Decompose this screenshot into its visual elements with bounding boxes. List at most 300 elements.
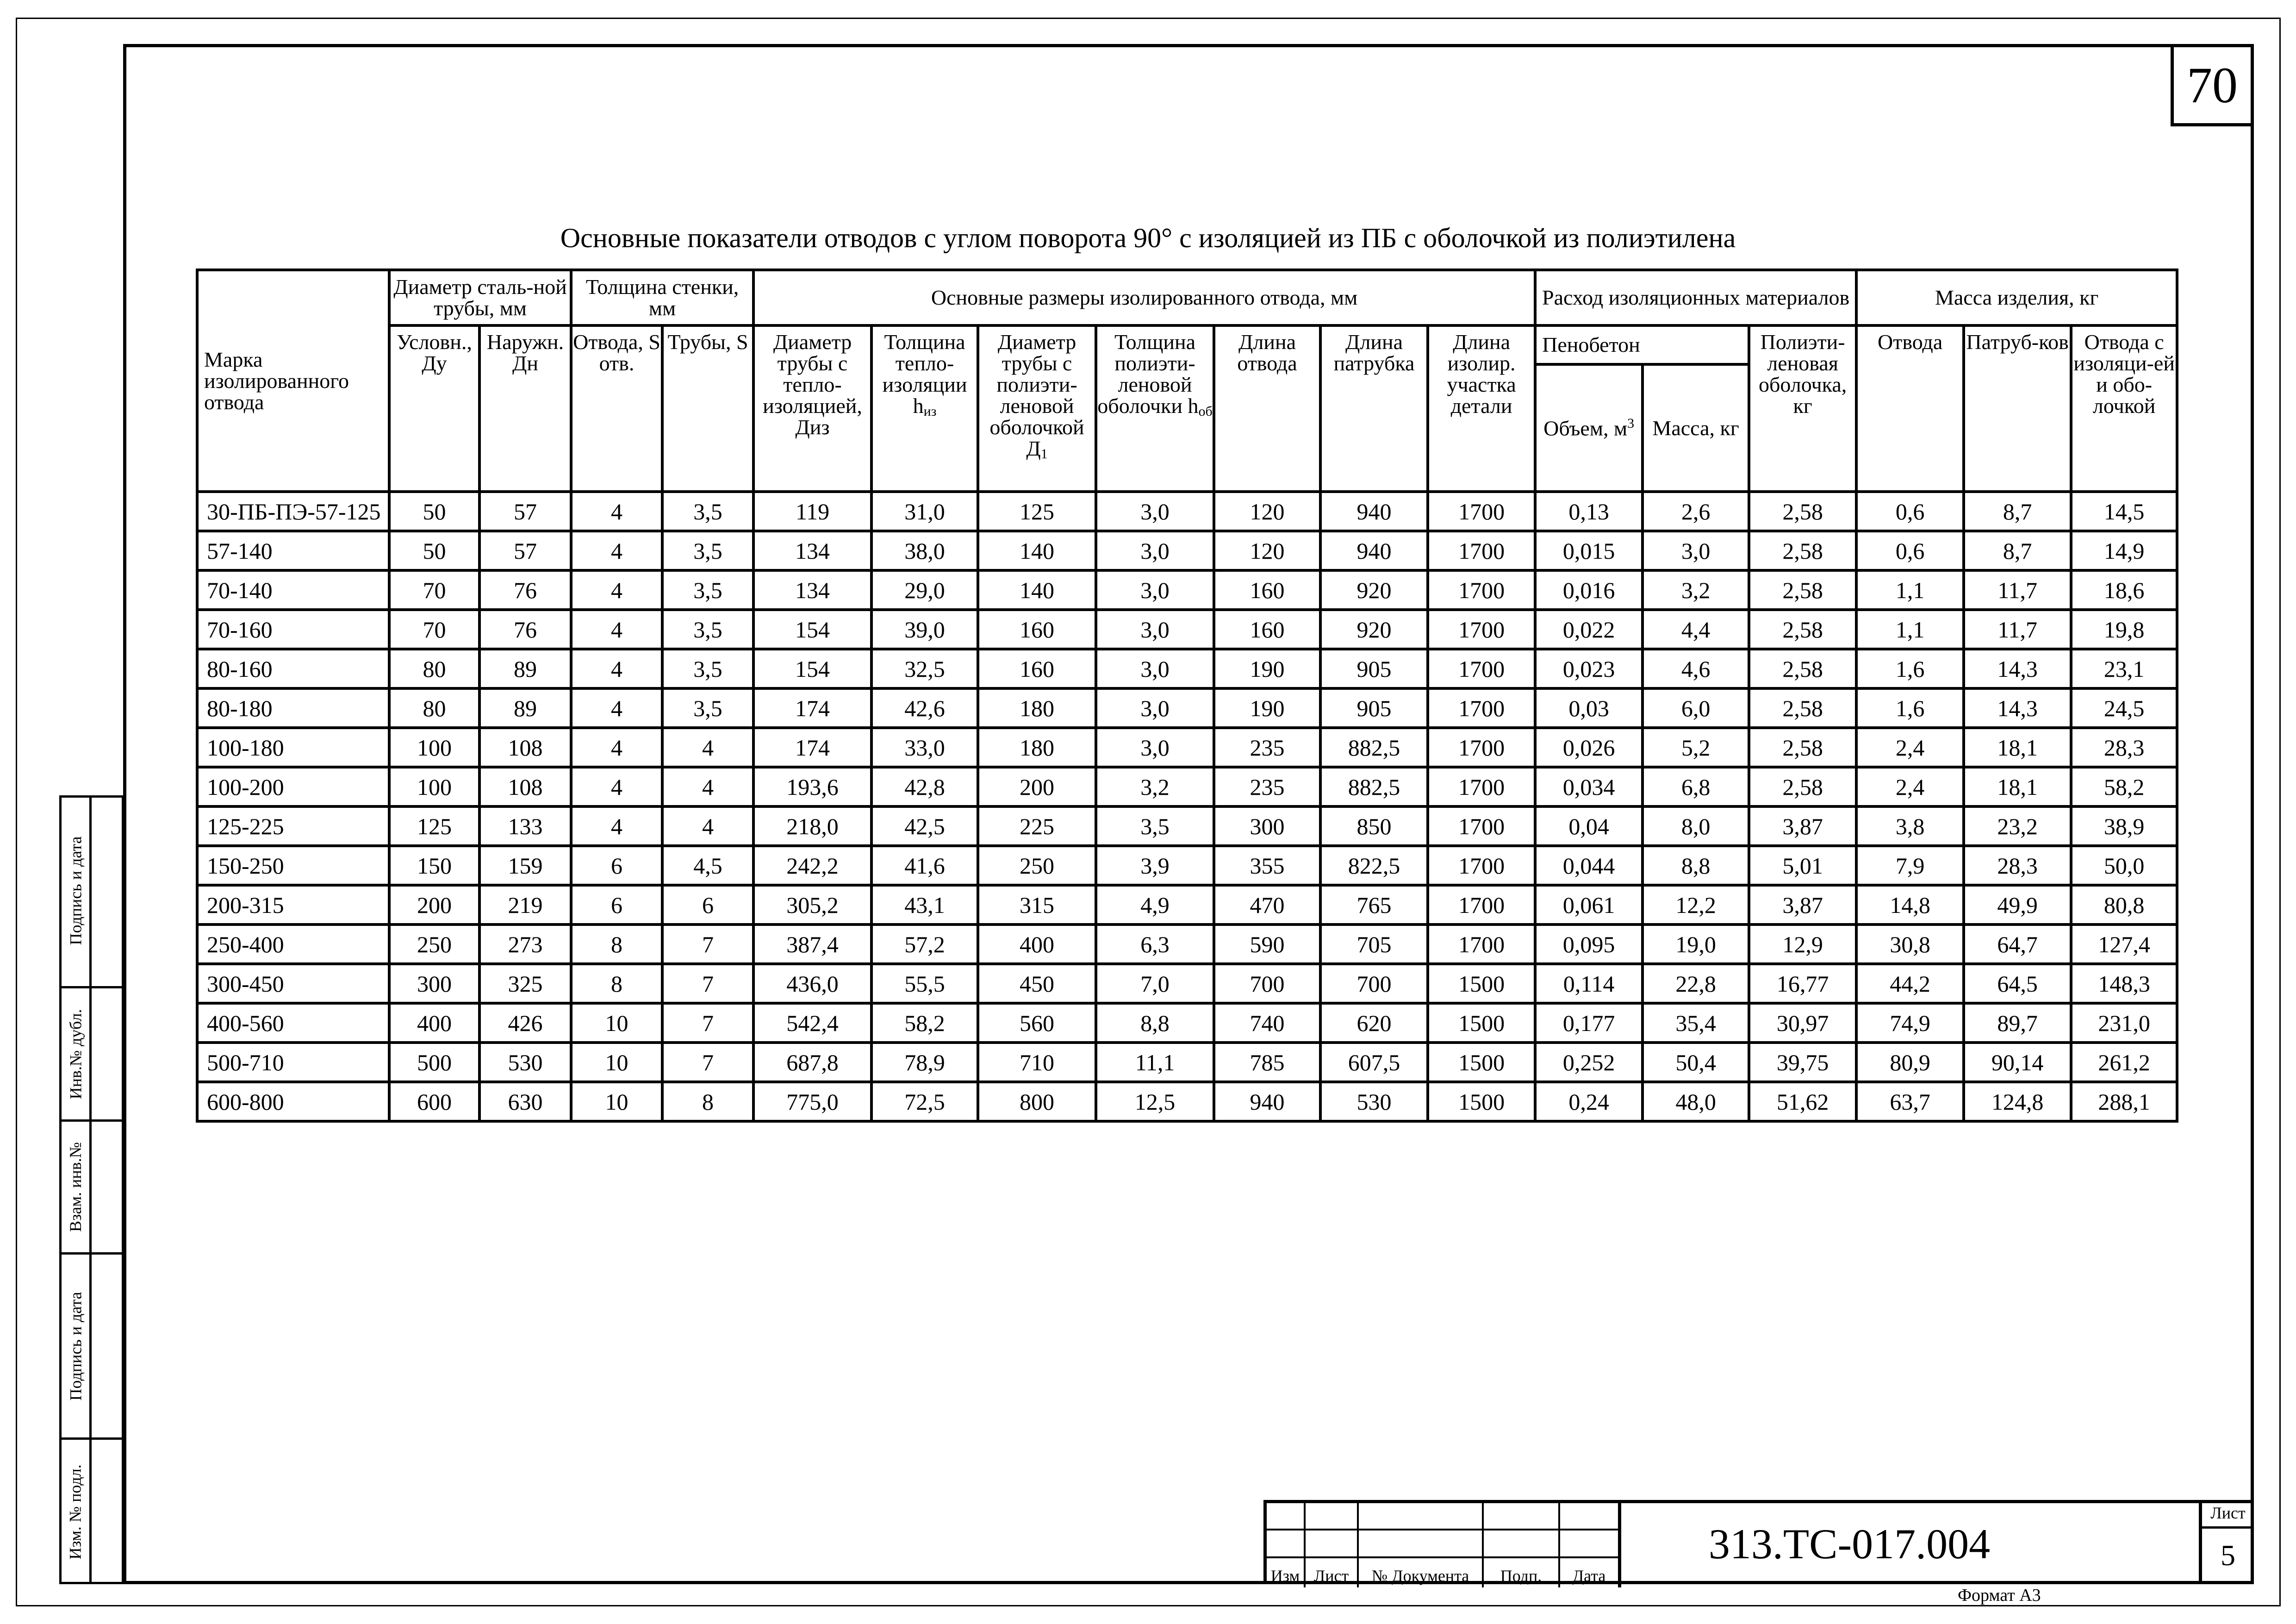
table-cell: 426 xyxy=(479,1003,571,1043)
table-cell: 3,5 xyxy=(662,570,753,610)
table-cell: 23,1 xyxy=(2071,649,2177,688)
table-cell: 231,0 xyxy=(2071,1003,2177,1043)
table-cell: 30,8 xyxy=(1856,924,1964,964)
table-cell: 882,5 xyxy=(1320,767,1428,806)
table-cell: 12,5 xyxy=(1096,1082,1214,1121)
header-volume-text: Объем, м xyxy=(1543,416,1628,440)
table-body xyxy=(197,492,2177,1121)
table-cell: 400 xyxy=(389,1003,479,1043)
table-cell: 3,0 xyxy=(1096,570,1214,610)
table-cell: 4 xyxy=(571,492,662,531)
table-cell: 8,7 xyxy=(1964,492,2071,531)
cell-mark: 100-180 xyxy=(197,728,389,767)
title-block xyxy=(1263,1500,2254,1584)
table-cell: 10 xyxy=(571,1043,662,1082)
table-cell: 124,8 xyxy=(1964,1082,2071,1121)
table-cell: 1700 xyxy=(1428,531,1535,570)
table-cell: 57,2 xyxy=(871,924,978,964)
table-cell: 3,0 xyxy=(1096,492,1214,531)
table-cell: 450 xyxy=(978,964,1096,1003)
table-cell: 4 xyxy=(571,649,662,688)
table-cell: 8 xyxy=(571,964,662,1003)
table-cell: 33,0 xyxy=(871,728,978,767)
table-cell: 19,0 xyxy=(1643,924,1749,964)
table-cell: 0,13 xyxy=(1535,492,1643,531)
table-cell: 1700 xyxy=(1428,885,1535,924)
table-cell: 785 xyxy=(1214,1043,1320,1082)
table-cell: 78,9 xyxy=(871,1043,978,1082)
stamp-label-list: Лист xyxy=(1313,1567,1349,1585)
table-cell: 190 xyxy=(1214,688,1320,728)
header-s-otv: Отвода, S отв. xyxy=(571,325,662,492)
table-cell: 39,75 xyxy=(1749,1043,1856,1082)
table-cell: 74,9 xyxy=(1856,1003,1964,1043)
table-cell: 3,0 xyxy=(1096,610,1214,649)
table-cell: 1,6 xyxy=(1856,649,1964,688)
cell-mark: 80-180 xyxy=(197,688,389,728)
table-cell: 133 xyxy=(479,806,571,846)
header-penobeton: Пенобетон xyxy=(1535,325,1749,364)
table-cell: 14,9 xyxy=(2071,531,2177,570)
table-cell: 530 xyxy=(1320,1082,1428,1121)
header-volume xyxy=(1535,364,1643,492)
table-cell: 4 xyxy=(571,728,662,767)
table-cell: 2,58 xyxy=(1749,531,1856,570)
table-cell: 920 xyxy=(1320,570,1428,610)
table-cell: 4,5 xyxy=(662,846,753,885)
table-cell: 8,8 xyxy=(1643,846,1749,885)
table-cell: 0,6 xyxy=(1856,531,1964,570)
table-row xyxy=(197,1003,2177,1043)
table-cell: 940 xyxy=(1214,1082,1320,1121)
table-cell: 72,5 xyxy=(871,1082,978,1121)
table-cell: 24,5 xyxy=(2071,688,2177,728)
table-cell: 159 xyxy=(479,846,571,885)
table-row xyxy=(197,610,2177,649)
table-cell: 89 xyxy=(479,649,571,688)
table-cell: 14,8 xyxy=(1856,885,1964,924)
table-cell: 11,7 xyxy=(1964,570,2071,610)
table-cell: 3,9 xyxy=(1096,846,1214,885)
table-cell: 1700 xyxy=(1428,492,1535,531)
table-title: Основные показатели отводов с углом поворота 90° с изоляцией из ПБ с оболочкой из полиэтилена xyxy=(560,223,1736,253)
table-cell: 80 xyxy=(389,688,479,728)
cell-mark: 30-ПБ-ПЭ-57-125 xyxy=(197,492,389,531)
table-cell: 3,5 xyxy=(662,688,753,728)
table-cell: 2,58 xyxy=(1749,492,1856,531)
table-cell: 0,044 xyxy=(1535,846,1643,885)
table-cell: 150 xyxy=(389,846,479,885)
table-cell: 3,0 xyxy=(1096,531,1214,570)
cell-mark: 150-250 xyxy=(197,846,389,885)
table-cell: 193,6 xyxy=(753,767,871,806)
cell-mark: 70-140 xyxy=(197,570,389,610)
table-cell: 58,2 xyxy=(2071,767,2177,806)
table-cell: 23,2 xyxy=(1964,806,2071,846)
cell-mark: 400-560 xyxy=(197,1003,389,1043)
table-cell: 905 xyxy=(1320,688,1428,728)
sheet-box xyxy=(2199,1503,2254,1584)
table-cell: 41,6 xyxy=(871,846,978,885)
table-cell: 6 xyxy=(571,885,662,924)
table-row xyxy=(197,1043,2177,1082)
table-cell: 89 xyxy=(479,688,571,728)
table-cell: 1500 xyxy=(1428,1043,1535,1082)
table-cell: 0,022 xyxy=(1535,610,1643,649)
table-cell: 305,2 xyxy=(753,885,871,924)
table-cell: 700 xyxy=(1214,964,1320,1003)
side-label-vzam-inv: Взам. инв.№ xyxy=(66,1142,85,1232)
table-cell: 387,4 xyxy=(753,924,871,964)
table-cell: 58,2 xyxy=(871,1003,978,1043)
table-cell: 4,9 xyxy=(1096,885,1214,924)
table-cell: 3,0 xyxy=(1096,728,1214,767)
table-cell: 0,24 xyxy=(1535,1082,1643,1121)
table-cell: 80 xyxy=(389,649,479,688)
table-cell: 235 xyxy=(1214,728,1320,767)
table-cell: 14,3 xyxy=(1964,688,2071,728)
table-cell: 710 xyxy=(978,1043,1096,1082)
table-cell: 7 xyxy=(662,964,753,1003)
header-thickness-group: Толщина стенки, мм xyxy=(571,270,753,325)
table-cell: 76 xyxy=(479,610,571,649)
table-cell: 6,0 xyxy=(1643,688,1749,728)
table-cell: 273 xyxy=(479,924,571,964)
header-volume-sup: 3 xyxy=(1627,416,1635,431)
table-cell: 3,2 xyxy=(1096,767,1214,806)
table-row xyxy=(197,1082,2177,1121)
table-cell: 0,023 xyxy=(1535,649,1643,688)
table-cell: 4 xyxy=(571,531,662,570)
table-cell: 108 xyxy=(479,767,571,806)
table-cell: 28,3 xyxy=(2071,728,2177,767)
header-h-iz xyxy=(871,325,978,492)
table-cell: 250 xyxy=(389,924,479,964)
table-cell: 148,3 xyxy=(2071,964,2177,1003)
header-h-iz-text: Толщина тепло-изоляции h xyxy=(882,330,967,418)
table-cell: 0,04 xyxy=(1535,806,1643,846)
header-dn: Наружн. Дн xyxy=(479,325,571,492)
table-cell: 0,061 xyxy=(1535,885,1643,924)
table-cell: 620 xyxy=(1320,1003,1428,1043)
table-cell: 50,0 xyxy=(2071,846,2177,885)
table-row xyxy=(197,846,2177,885)
table-row xyxy=(197,492,2177,531)
table-cell: 8,7 xyxy=(1964,531,2071,570)
table-cell: 470 xyxy=(1214,885,1320,924)
table-cell: 140 xyxy=(978,570,1096,610)
table-cell: 64,7 xyxy=(1964,924,2071,964)
table-cell: 44,2 xyxy=(1856,964,1964,1003)
header-m-total: Отвода с изоляци-ей и обо-лочкой xyxy=(2071,325,2177,492)
table-cell: 5,2 xyxy=(1643,728,1749,767)
table-cell: 119 xyxy=(753,492,871,531)
stamp-label-podp: Подп. xyxy=(1500,1567,1542,1585)
header-d1-sub: 1 xyxy=(1040,446,1048,462)
table-cell: 687,8 xyxy=(753,1043,871,1082)
cell-mark: 600-800 xyxy=(197,1082,389,1121)
header-dims-group: Основные размеры изолированного отвода, мм xyxy=(753,270,1535,325)
header-pe-shell: Полиэти-леновая оболочка, кг xyxy=(1749,325,1856,492)
table-cell: 607,5 xyxy=(1320,1043,1428,1082)
table-cell: 1700 xyxy=(1428,846,1535,885)
table-cell: 174 xyxy=(753,688,871,728)
table-cell: 8,0 xyxy=(1643,806,1749,846)
table-cell: 2,58 xyxy=(1749,688,1856,728)
cell-mark: 300-450 xyxy=(197,964,389,1003)
header-m-patr: Патруб-ков xyxy=(1964,325,2071,492)
table-cell: 3,87 xyxy=(1749,806,1856,846)
table-row xyxy=(197,531,2177,570)
table-cell: 325 xyxy=(479,964,571,1003)
table-cell: 42,8 xyxy=(871,767,978,806)
table-row xyxy=(197,767,2177,806)
table-cell: 940 xyxy=(1320,492,1428,531)
table-cell: 705 xyxy=(1320,924,1428,964)
table-cell: 288,1 xyxy=(2071,1082,2177,1121)
table-cell: 4 xyxy=(662,728,753,767)
table-cell: 775,0 xyxy=(753,1082,871,1121)
table-cell: 2,58 xyxy=(1749,767,1856,806)
table-cell: 1700 xyxy=(1428,649,1535,688)
table-cell: 822,5 xyxy=(1320,846,1428,885)
table-cell: 19,8 xyxy=(2071,610,2177,649)
table-cell: 160 xyxy=(978,649,1096,688)
header-h-ob-text: Толщина полиэти-леновой оболочки h xyxy=(1097,330,1199,418)
table-cell: 11,1 xyxy=(1096,1043,1214,1082)
side-label-signature-2: Подпись и дата xyxy=(66,1292,85,1400)
header-consumption-group: Расход изоляционных материалов xyxy=(1535,270,1856,325)
table-cell: 38,0 xyxy=(871,531,978,570)
stamp-grid xyxy=(1267,1503,1621,1587)
table-cell: 7 xyxy=(662,924,753,964)
table-cell: 218,0 xyxy=(753,806,871,846)
table-cell: 1500 xyxy=(1428,1003,1535,1043)
table-cell: 180 xyxy=(978,688,1096,728)
table-cell: 1700 xyxy=(1428,806,1535,846)
table-cell: 3,2 xyxy=(1643,570,1749,610)
table-cell: 4 xyxy=(571,610,662,649)
side-label-signature-1: Подпись и дата xyxy=(66,836,85,945)
table-cell: 134 xyxy=(753,531,871,570)
table-cell: 190 xyxy=(1214,649,1320,688)
table-cell: 6 xyxy=(571,846,662,885)
table-cell: 50 xyxy=(389,531,479,570)
table-cell: 55,5 xyxy=(871,964,978,1003)
table-cell: 3,0 xyxy=(1096,688,1214,728)
table-cell: 160 xyxy=(1214,570,1320,610)
table-cell: 3,5 xyxy=(662,649,753,688)
table-cell: 5,01 xyxy=(1749,846,1856,885)
table-cell: 28,3 xyxy=(1964,846,2071,885)
table-cell: 0,6 xyxy=(1856,492,1964,531)
table-cell: 1700 xyxy=(1428,688,1535,728)
table-cell: 48,0 xyxy=(1643,1082,1749,1121)
format-label: Формат А3 xyxy=(1958,1586,2041,1605)
table-cell: 30,97 xyxy=(1749,1003,1856,1043)
table-cell: 100 xyxy=(389,728,479,767)
sheet-number: 5 xyxy=(2221,1538,2235,1572)
header-h-ob-sub: об xyxy=(1198,404,1213,419)
table-cell: 0,034 xyxy=(1535,767,1643,806)
cell-mark: 200-315 xyxy=(197,885,389,924)
table-cell: 300 xyxy=(1214,806,1320,846)
table-cell: 4 xyxy=(571,767,662,806)
stamp-hline xyxy=(1267,1556,1618,1558)
table-cell: 800 xyxy=(978,1082,1096,1121)
table-cell: 14,3 xyxy=(1964,649,2071,688)
table-cell: 630 xyxy=(479,1082,571,1121)
table-cell: 18,1 xyxy=(1964,728,2071,767)
table-cell: 10 xyxy=(571,1082,662,1121)
table-cell: 400 xyxy=(978,924,1096,964)
stamp-label-date: Дата xyxy=(1572,1567,1606,1585)
table-cell: 4,4 xyxy=(1643,610,1749,649)
table-cell: 120 xyxy=(1214,492,1320,531)
table-cell: 0,03 xyxy=(1535,688,1643,728)
table-row xyxy=(197,964,2177,1003)
table-cell: 590 xyxy=(1214,924,1320,964)
table-cell: 3,5 xyxy=(1096,806,1214,846)
table-cell: 43,1 xyxy=(871,885,978,924)
table-cell: 50 xyxy=(389,492,479,531)
table-cell: 2,58 xyxy=(1749,649,1856,688)
table-cell: 7,0 xyxy=(1096,964,1214,1003)
table-cell: 57 xyxy=(479,492,571,531)
cell-mark: 70-160 xyxy=(197,610,389,649)
table-cell: 51,62 xyxy=(1749,1082,1856,1121)
document-number: 313.ТС-017.004 xyxy=(1708,1520,1991,1568)
table-row xyxy=(197,649,2177,688)
header-m-otv: Отвода xyxy=(1856,325,1964,492)
table-cell: 49,9 xyxy=(1964,885,2071,924)
table-cell: 2,4 xyxy=(1856,728,1964,767)
cell-mark: 500-710 xyxy=(197,1043,389,1082)
table-cell: 7,9 xyxy=(1856,846,1964,885)
table-cell: 4 xyxy=(662,806,753,846)
table-cell: 2,6 xyxy=(1643,492,1749,531)
table-cell: 850 xyxy=(1320,806,1428,846)
header-h-iz-sub: из xyxy=(923,404,937,419)
specs-table xyxy=(196,269,2178,1123)
table-cell: 765 xyxy=(1320,885,1428,924)
cell-mark: 250-400 xyxy=(197,924,389,964)
table-cell: 22,8 xyxy=(1643,964,1749,1003)
table-cell: 225 xyxy=(978,806,1096,846)
table-row xyxy=(197,728,2177,767)
table-cell: 12,9 xyxy=(1749,924,1856,964)
table-cell: 100 xyxy=(389,767,479,806)
table-cell: 200 xyxy=(389,885,479,924)
header-len-otv: Длина отвода xyxy=(1214,325,1320,492)
side-label-inv-podl: Изм. № подл. xyxy=(66,1464,85,1560)
table-cell: 1,1 xyxy=(1856,610,1964,649)
table-cell: 905 xyxy=(1320,649,1428,688)
table-cell: 7 xyxy=(662,1043,753,1082)
table-cell: 3,0 xyxy=(1643,531,1749,570)
table-cell: 10 xyxy=(571,1003,662,1043)
table-cell: 600 xyxy=(389,1082,479,1121)
table-cell: 140 xyxy=(978,531,1096,570)
table-cell: 70 xyxy=(389,610,479,649)
table-cell: 76 xyxy=(479,570,571,610)
table-cell: 6 xyxy=(662,885,753,924)
table-cell: 64,5 xyxy=(1964,964,2071,1003)
table-cell: 0,015 xyxy=(1535,531,1643,570)
table-cell: 160 xyxy=(1214,610,1320,649)
cell-mark: 100-200 xyxy=(197,767,389,806)
table-cell: 1700 xyxy=(1428,728,1535,767)
cell-mark: 125-225 xyxy=(197,806,389,846)
table-row xyxy=(197,885,2177,924)
table-cell: 940 xyxy=(1320,531,1428,570)
header-mass-group: Масса изделия, кг xyxy=(1856,270,2177,325)
table-cell: 500 xyxy=(389,1043,479,1082)
table-cell: 7 xyxy=(662,1003,753,1043)
table-cell: 29,0 xyxy=(871,570,978,610)
table-cell: 261,2 xyxy=(2071,1043,2177,1082)
table-row xyxy=(197,570,2177,610)
cell-mark: 80-160 xyxy=(197,649,389,688)
table-cell: 1700 xyxy=(1428,924,1535,964)
table-cell: 542,4 xyxy=(753,1003,871,1043)
table-cell: 3,8 xyxy=(1856,806,1964,846)
table-cell: 4,6 xyxy=(1643,649,1749,688)
table-cell: 57 xyxy=(479,531,571,570)
table-cell: 4 xyxy=(571,806,662,846)
table-cell: 235 xyxy=(1214,767,1320,806)
page-number: 70 xyxy=(2171,44,2254,126)
table-cell: 154 xyxy=(753,649,871,688)
table-cell: 2,58 xyxy=(1749,610,1856,649)
header-s: Трубы, S xyxy=(662,325,753,492)
table-cell: 1700 xyxy=(1428,767,1535,806)
table-cell: 108 xyxy=(479,728,571,767)
table-cell: 125 xyxy=(389,806,479,846)
header-d1 xyxy=(978,325,1096,492)
stamp-label-izm: Изм xyxy=(1270,1567,1300,1585)
header-h-ob xyxy=(1096,325,1214,492)
table-cell: 8 xyxy=(571,924,662,964)
table-cell: 6,3 xyxy=(1096,924,1214,964)
table-cell: 16,77 xyxy=(1749,964,1856,1003)
table-cell: 560 xyxy=(978,1003,1096,1043)
table-cell: 2,58 xyxy=(1749,570,1856,610)
table-cell: 920 xyxy=(1320,610,1428,649)
table-cell: 1500 xyxy=(1428,1082,1535,1121)
table-cell: 6,8 xyxy=(1643,767,1749,806)
table-cell: 35,4 xyxy=(1643,1003,1749,1043)
table-cell: 4 xyxy=(571,688,662,728)
table-cell: 219 xyxy=(479,885,571,924)
sheet-label: Лист xyxy=(2202,1503,2254,1529)
stamp-label-document: № Документа xyxy=(1371,1567,1469,1585)
header-diameter-group: Диаметр сталь-ной трубы, мм xyxy=(389,270,571,325)
header-len-part: Длина изолир. участка детали xyxy=(1428,325,1535,492)
stamp-hline xyxy=(1267,1529,1618,1530)
table-cell: 63,7 xyxy=(1856,1082,1964,1121)
table-cell: 1,1 xyxy=(1856,570,1964,610)
table-cell: 1700 xyxy=(1428,610,1535,649)
side-label-inv-dubl: Инв.№ дубл. xyxy=(66,1009,85,1099)
table-cell: 436,0 xyxy=(753,964,871,1003)
table-cell: 39,0 xyxy=(871,610,978,649)
cell-mark: 57-140 xyxy=(197,531,389,570)
table-cell: 70 xyxy=(389,570,479,610)
table-cell: 3,0 xyxy=(1096,649,1214,688)
table-row xyxy=(197,924,2177,964)
table-cell: 2,4 xyxy=(1856,767,1964,806)
